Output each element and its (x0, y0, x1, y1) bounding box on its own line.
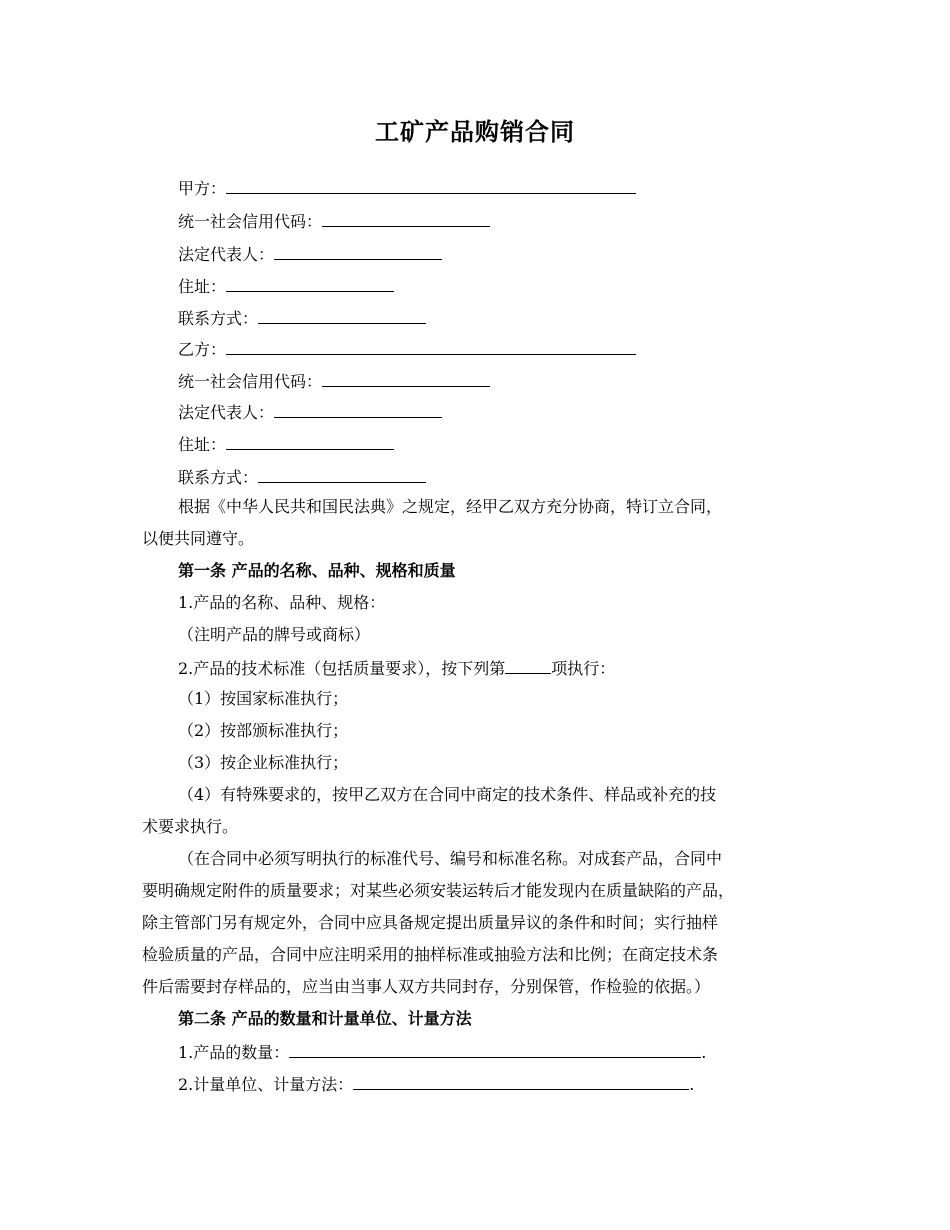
document-title: 工矿产品购销合同 (375, 118, 575, 146)
party-b-name-blank[interactable] (226, 338, 636, 355)
party-a-contact-label: 联系方式： (178, 309, 259, 328)
party-a-legal-rep-row (178, 243, 442, 265)
article-1-item-1-note: （注明产品的牌号或商标） (178, 625, 371, 644)
party-a-credit-code-label: 统一社会信用代码： (178, 212, 323, 231)
party-a-name-blank[interactable] (226, 177, 636, 194)
party-b-contact-row (178, 466, 426, 488)
article-1-note-line-5: 件后需要封存样品的，应当由当事人双方共同封存，分别保管，作检验的依据。） (142, 977, 711, 996)
article-1-note-line-2: 要明确规定附件的质量要求；对某些必须安装运转后才能发现内在质量缺陷的产品， (142, 881, 735, 900)
party-b-legal-rep-row (178, 401, 442, 423)
party-b-contact-blank[interactable] (258, 466, 426, 483)
party-a-legal-rep-label: 法定代表人： (178, 245, 275, 264)
article-1-option-2: （2）按部颁标准执行； (178, 721, 349, 740)
article-1-option-1: （1）按国家标准执行； (178, 689, 349, 708)
party-b-credit-code-blank[interactable] (322, 370, 490, 387)
party-a-contact-blank[interactable] (258, 307, 426, 324)
article-2-heading: 第二条 产品的数量和计量单位、计量方法 (178, 1009, 472, 1028)
article-1-item-2-prefix: 2.产品的技术标准（包括质量要求），按下列第 (178, 659, 506, 678)
party-a-credit-code-row (178, 210, 490, 232)
article-1-item-1: 1.产品的名称、品种、规格： (178, 593, 386, 612)
party-b-name-row (178, 338, 636, 360)
article-2-item-1-label: 1.产品的数量： (178, 1043, 290, 1062)
party-a-address-blank[interactable] (226, 275, 394, 292)
article-1-option-4-line-1: （4）有特殊要求的，按甲乙双方在合同中商定的技术条件、样品或补充的技 (178, 785, 717, 804)
article-1-note-line-4: 检验质量的产品，合同中应注明采用的抽样标准或抽验方法和比例；在商定技术条 (142, 945, 719, 964)
article-1-heading: 第一条 产品的名称、品种、规格和质量 (178, 561, 456, 580)
article-1-option-4-line-2: 术要求执行。 (142, 817, 239, 836)
article-1-option-3: （3）按企业标准执行； (178, 753, 349, 772)
article-2-item-2-end-mark: . (689, 1075, 695, 1094)
intro-line-1: 根据《中华人民共和国民法典》之规定，经甲乙双方充分协商，特订立合同， (178, 497, 723, 516)
party-b-legal-rep-blank[interactable] (274, 401, 442, 418)
party-b-credit-code-row (178, 370, 490, 392)
article-1-note-line-3: 除主管部门另有规定外，合同中应具备规定提出质量异议的条件和时间；实行抽样 (142, 913, 719, 932)
party-a-address-row (178, 275, 394, 297)
party-b-credit-code-label: 统一社会信用代码： (178, 372, 323, 391)
intro-line-2: 以便共同遵守。 (142, 529, 255, 548)
article-2-quantity-blank[interactable] (289, 1041, 701, 1058)
party-a-credit-code-blank[interactable] (322, 210, 490, 227)
party-b-address-blank[interactable] (226, 433, 394, 450)
article-1-item-2-row (178, 657, 615, 679)
article-2-item-1-end-mark: . (701, 1043, 707, 1062)
party-a-name-label: 甲方： (178, 179, 227, 198)
party-a-name-row (178, 177, 636, 199)
party-b-contact-label: 联系方式： (178, 468, 259, 487)
article-2-item-1-row (178, 1041, 706, 1063)
party-b-legal-rep-label: 法定代表人： (178, 403, 275, 422)
party-a-address-label: 住址： (178, 277, 227, 296)
party-a-legal-rep-blank[interactable] (274, 243, 442, 260)
article-1-item-2-suffix: 项执行： (551, 659, 616, 678)
article-2-item-2-row (178, 1073, 694, 1095)
article-1-note-line-1: （在合同中必须写明执行的标准代号、编号和标准名称。对成套产品，合同中 (178, 849, 723, 868)
article-2-item-2-label: 2.计量单位、计量方法： (178, 1075, 354, 1094)
article-2-unit-method-blank[interactable] (353, 1073, 689, 1090)
article-1-item-2-blank[interactable] (505, 657, 551, 674)
party-b-address-row (178, 433, 394, 455)
party-b-name-label: 乙方： (178, 340, 227, 359)
party-b-address-label: 住址： (178, 435, 227, 454)
party-a-contact-row (178, 307, 426, 329)
